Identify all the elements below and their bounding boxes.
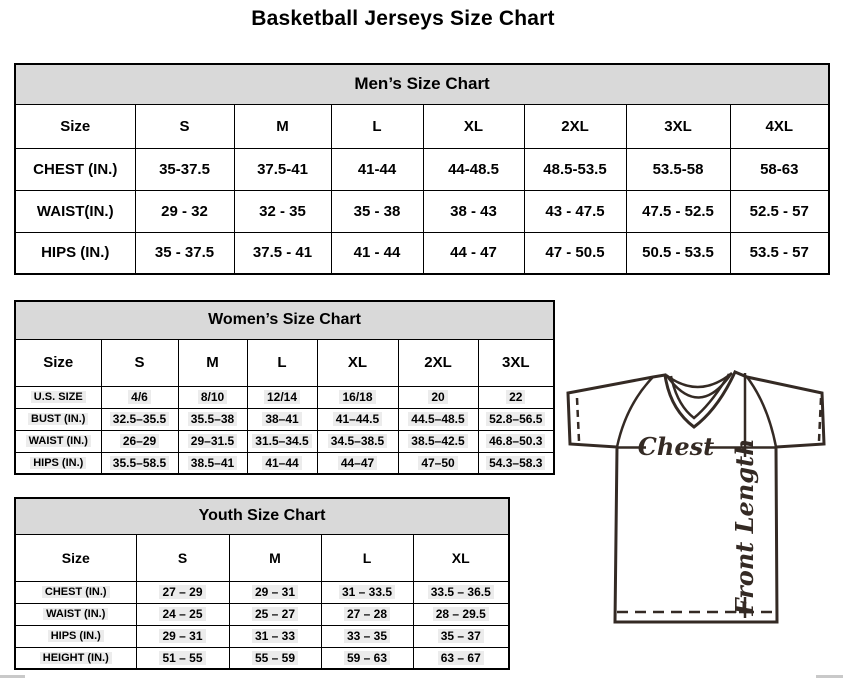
- cell-value: [247, 430, 317, 452]
- mens-size-table: [14, 63, 830, 275]
- cell-value-text: 22: [506, 390, 525, 404]
- cell-value-text: 34.5–38.5: [328, 434, 387, 448]
- table-row: [15, 603, 509, 625]
- cell-value: [178, 430, 247, 452]
- cell-value-text: 55 – 59: [252, 651, 298, 665]
- table-row: [15, 430, 554, 452]
- cell-value: 35 - 38: [331, 190, 423, 232]
- cell-value: [178, 386, 247, 408]
- cell-value-text: 31 – 33: [252, 629, 298, 643]
- row-label-text: HIPS (IN.): [48, 630, 104, 642]
- cell-value: [247, 452, 317, 474]
- cell-value-text: 35.5–38: [188, 412, 237, 426]
- cell-value: 44-48.5: [423, 148, 524, 190]
- cell-value: [398, 452, 478, 474]
- cell-value-text: 52.8–56.5: [486, 412, 545, 426]
- womens-header-row: [15, 339, 554, 386]
- cell-value: 53.5 - 57: [730, 232, 829, 274]
- row-label-text: CHEST (IN.): [42, 586, 110, 598]
- column-header: S: [136, 534, 229, 581]
- table-row: [15, 148, 829, 190]
- armhole-seam-right: [747, 377, 776, 447]
- jersey-outline: [568, 372, 824, 622]
- column-header: M: [234, 104, 331, 148]
- table-row: [15, 408, 554, 430]
- cell-value: [398, 386, 478, 408]
- cell-value: [317, 386, 398, 408]
- cell-value: [317, 452, 398, 474]
- cell-value-text: 29–31.5: [188, 434, 237, 448]
- row-label: HIPS (IN.): [15, 232, 135, 274]
- cell-value: [317, 408, 398, 430]
- cell-value-text: 63 – 67: [438, 651, 484, 665]
- cell-value: [101, 452, 178, 474]
- column-header: XL: [413, 534, 509, 581]
- cell-value: [321, 647, 413, 669]
- cell-value: 41-44: [331, 148, 423, 190]
- row-label: [15, 581, 136, 603]
- cell-value: [136, 581, 229, 603]
- cell-value: [413, 625, 509, 647]
- row-label: CHEST (IN.): [15, 148, 135, 190]
- cell-value: 47 - 50.5: [524, 232, 626, 274]
- cell-value: 37.5 - 41: [234, 232, 331, 274]
- cell-value: [413, 603, 509, 625]
- table-row: [15, 452, 554, 474]
- cell-value: [136, 647, 229, 669]
- cell-value: [136, 603, 229, 625]
- column-header: XL: [423, 104, 524, 148]
- column-header: Size: [15, 534, 136, 581]
- cell-value: 50.5 - 53.5: [626, 232, 730, 274]
- cell-value-text: 24 – 25: [159, 607, 205, 621]
- column-header: 3XL: [626, 104, 730, 148]
- cell-value-text: 8/10: [198, 390, 227, 404]
- cell-value: [247, 386, 317, 408]
- cell-value: 35 - 37.5: [135, 232, 234, 274]
- table-row: [15, 647, 509, 669]
- cell-value-text: 38.5–42.5: [408, 434, 467, 448]
- cell-value: [247, 408, 317, 430]
- row-label: [15, 647, 136, 669]
- cell-value-text: 54.3–58.3: [486, 456, 545, 470]
- cell-value: [478, 430, 554, 452]
- column-header: L: [247, 339, 317, 386]
- column-header: L: [321, 534, 413, 581]
- cell-value: [229, 581, 321, 603]
- cell-value: 52.5 - 57: [730, 190, 829, 232]
- youth-header-row: [15, 534, 509, 581]
- cell-value: 44 - 47: [423, 232, 524, 274]
- cell-value-text: 28 – 29.5: [433, 607, 489, 621]
- cell-value: [178, 408, 247, 430]
- cell-value-text: 47–50: [418, 456, 457, 470]
- cell-value: [101, 386, 178, 408]
- cell-value: 41 - 44: [331, 232, 423, 274]
- table-row: [15, 232, 829, 274]
- cell-value-text: 27 – 28: [344, 607, 390, 621]
- cell-value: [398, 430, 478, 452]
- column-header: 2XL: [524, 104, 626, 148]
- cell-value-text: 41–44.5: [333, 412, 382, 426]
- column-header: M: [178, 339, 247, 386]
- cell-value-text: 4/6: [128, 390, 151, 404]
- womens-size-table: [14, 300, 555, 475]
- cuff-dashed-line-right: [819, 398, 821, 441]
- cell-value: [136, 625, 229, 647]
- cell-value: [413, 647, 509, 669]
- cell-value-text: 12/14: [264, 390, 300, 404]
- mens-table-title-row: [15, 64, 829, 104]
- cell-value: 37.5-41: [234, 148, 331, 190]
- cell-value-text: 51 – 55: [159, 651, 205, 665]
- column-header: S: [135, 104, 234, 148]
- cell-value: [321, 603, 413, 625]
- cell-value-text: 25 – 27: [252, 607, 298, 621]
- scrollbar-fragment-right[interactable]: [816, 675, 843, 678]
- row-label-text: U.S. SIZE: [31, 391, 86, 403]
- cell-value-text: 38–41: [262, 412, 301, 426]
- jersey-measurement-diagram: [558, 363, 840, 665]
- front-length-label: Front Length: [730, 438, 759, 616]
- column-header: 2XL: [398, 339, 478, 386]
- cell-value-text: 26–29: [120, 434, 159, 448]
- table-row: [15, 625, 509, 647]
- cell-value: 47.5 - 52.5: [626, 190, 730, 232]
- cell-value: 58-63: [730, 148, 829, 190]
- cell-value-text: 33 – 35: [344, 629, 390, 643]
- column-header: L: [331, 104, 423, 148]
- column-header: 3XL: [478, 339, 554, 386]
- row-label: [15, 386, 101, 408]
- mens-table-title: Men’s Size Chart: [15, 64, 829, 104]
- youth-table-title: Youth Size Chart: [15, 498, 509, 534]
- column-header: S: [101, 339, 178, 386]
- cell-value-text: 44.5–48.5: [408, 412, 467, 426]
- cell-value-text: 44–47: [338, 456, 377, 470]
- cell-value: 48.5-53.5: [524, 148, 626, 190]
- cell-value: 35-37.5: [135, 148, 234, 190]
- youth-size-table: [14, 497, 510, 670]
- row-label: [15, 452, 101, 474]
- table-row: [15, 386, 554, 408]
- row-label: WAIST(IN.): [15, 190, 135, 232]
- womens-table-title: Women’s Size Chart: [15, 301, 554, 339]
- cell-value-text: 33.5 – 36.5: [428, 585, 494, 599]
- row-label: [15, 408, 101, 430]
- cell-value: 53.5-58: [626, 148, 730, 190]
- cell-value-text: 59 – 63: [344, 651, 390, 665]
- cell-value-text: 31 – 33.5: [339, 585, 395, 599]
- cell-value: 29 - 32: [135, 190, 234, 232]
- cell-value-text: 46.8–50.3: [486, 434, 545, 448]
- cell-value-text: 31.5–34.5: [252, 434, 311, 448]
- cell-value-text: 29 – 31: [159, 629, 205, 643]
- row-label-text: BUST (IN.): [28, 413, 88, 425]
- cell-value: [317, 430, 398, 452]
- cell-value: [229, 647, 321, 669]
- cell-value-text: 35.5–58.5: [110, 456, 169, 470]
- cell-value: [321, 581, 413, 603]
- cuff-dashed-line-left: [577, 398, 579, 441]
- column-header: M: [229, 534, 321, 581]
- cell-value: [413, 581, 509, 603]
- table-row: [15, 190, 829, 232]
- cell-value: 38 - 43: [423, 190, 524, 232]
- row-label-text: HIPS (IN.): [30, 457, 86, 469]
- mens-header-row: [15, 104, 829, 148]
- cell-value-text: 35 – 37: [438, 629, 484, 643]
- row-label: [15, 430, 101, 452]
- womens-table-title-row: [15, 301, 554, 339]
- cell-value: [178, 452, 247, 474]
- youth-table-title-row: [15, 498, 509, 534]
- table-row: [15, 581, 509, 603]
- column-header: Size: [15, 339, 101, 386]
- cell-value: [229, 603, 321, 625]
- page-title: Basketball Jerseys Size Chart: [251, 7, 555, 30]
- cell-value-text: 32.5–35.5: [110, 412, 169, 426]
- cell-value: [478, 386, 554, 408]
- cell-value-text: 27 – 29: [159, 585, 205, 599]
- row-label: [15, 603, 136, 625]
- cell-value: 43 - 47.5: [524, 190, 626, 232]
- cell-value-text: 41–44: [262, 456, 301, 470]
- cell-value: [398, 408, 478, 430]
- column-header: XL: [317, 339, 398, 386]
- cell-value: [321, 625, 413, 647]
- row-label: [15, 625, 136, 647]
- cell-value: [101, 430, 178, 452]
- cell-value: [478, 452, 554, 474]
- scrollbar-fragment-left[interactable]: [0, 675, 25, 678]
- row-label-text: WAIST (IN.): [43, 608, 108, 620]
- cell-value: 32 - 35: [234, 190, 331, 232]
- cell-value-text: 29 – 31: [252, 585, 298, 599]
- chest-label: Chest: [637, 432, 715, 461]
- column-header: Size: [15, 104, 135, 148]
- cell-value-text: 20: [428, 390, 447, 404]
- cell-value: [478, 408, 554, 430]
- cell-value: [101, 408, 178, 430]
- row-label-text: HEIGHT (IN.): [40, 652, 112, 664]
- cell-value-text: 16/18: [339, 390, 375, 404]
- row-label-text: WAIST (IN.): [26, 435, 91, 447]
- column-header: 4XL: [730, 104, 829, 148]
- cell-value: [229, 625, 321, 647]
- cell-value-text: 38.5–41: [188, 456, 237, 470]
